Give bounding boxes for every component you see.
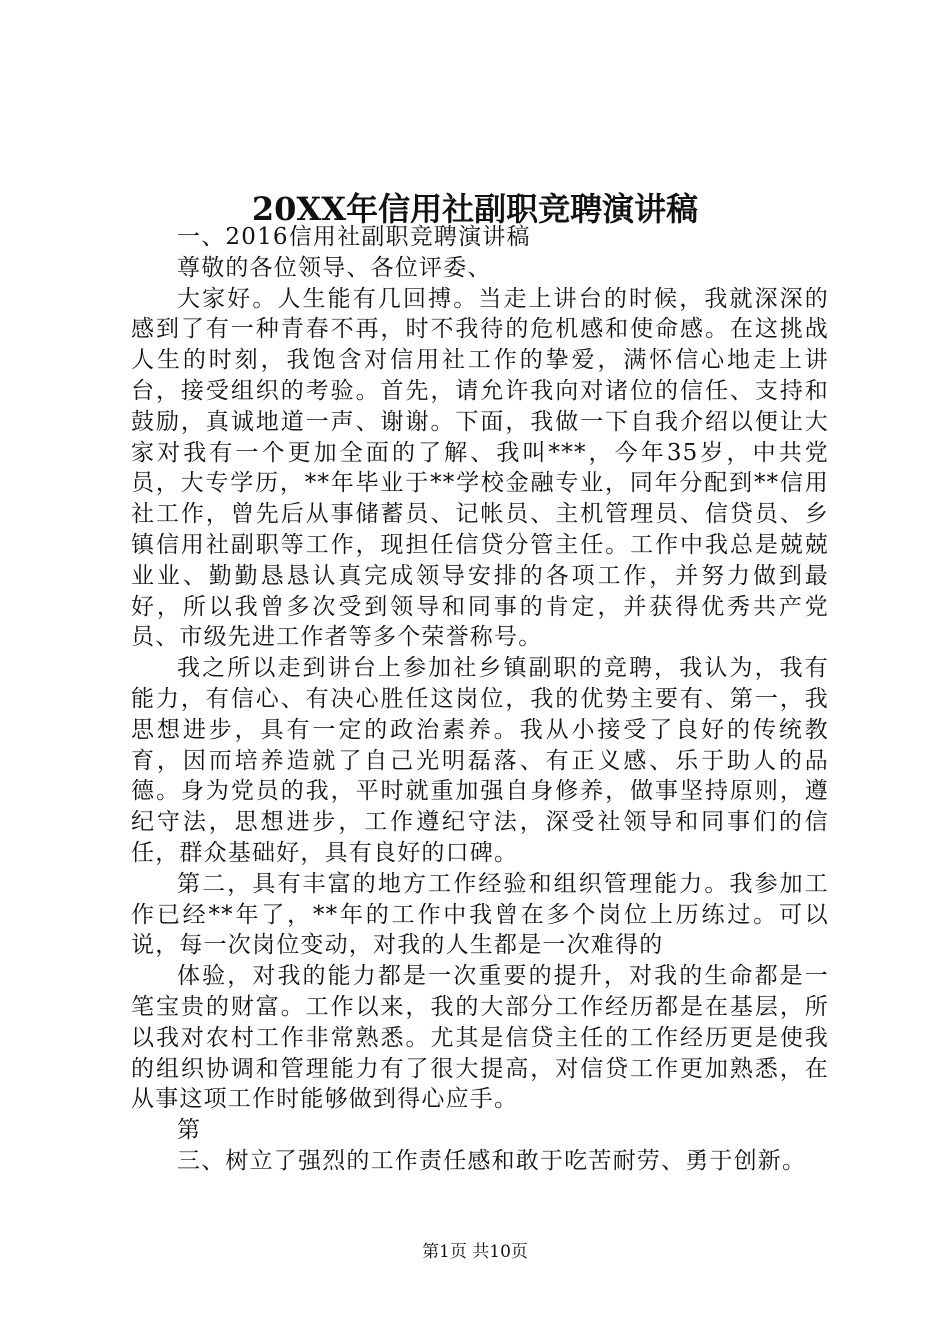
paragraph-third-prefix: 第 bbox=[177, 1117, 202, 1144]
paragraph-third-advantage: 三、树立了强烈的工作责任感和敢于吃苦耐劳、勇于创新。 bbox=[177, 1147, 807, 1174]
page-footer: 第1页 共10页 bbox=[422, 1242, 528, 1262]
paragraph-section-heading: 一、2016信用社副职竞聘演讲稿 bbox=[177, 224, 531, 250]
paragraph-first-advantage: 我之所以走到讲台上参加社乡镇副职的竞聘，我认为，我有能力，有信心、有决心胜任这岗位，我的优势主要有、第一，我思想进步，具有一定的政治素养。我从小接受了良好的传统教育，因而培养造就了自己光明磊落、有正义感、乐于助人的品德。身为党员的我，平时就重加强自身修养，做事坚持原则，遵纪守法，思想进步，工作遵纪守法，深受社领导和同事们的信任，群众基础好，具有良好的口碑。 bbox=[131, 655, 829, 866]
document-title: 20XX年信用社副职竞聘演讲稿 bbox=[251, 190, 699, 228]
paragraph-second-advantage: 第二，具有丰富的地方工作经验和组织管理能力。我参加工作已经**年了，**年的工作中我曾在多个岗位上历练过。可以说，每一次岗位变动，对我的人生都是一次难得的 bbox=[131, 870, 829, 959]
paragraph-experience: 体验，对我的能力都是一次重要的提升，对我的生命都是一笔宝贵的财富。工作以来，我的大部分工作经历都是在基层，所以我对农村工作非常熟悉。尤其是信贷主任的工作经历更是使我的组织协调和管理能力有了很大提高，对信贷工作更加熟悉，在从事这项工作时能够做到得心应手。 bbox=[131, 963, 829, 1113]
paragraph-introduction: 大家好。人生能有几回搏。当走上讲台的时候，我就深深的感到了有一种青春不再，时不我待的危机感和使命感。在这挑战人生的时刻，我饱含对信用社工作的挚爱，满怀信心地走上讲台，接受组织的考验。首先，请允许我向对诸位的信任、支持和鼓励，真诚地道一声、谢谢。下面，我做一下自我介绍以便让大家对我有一个更加全面的了解、我叫***，今年35岁，中共党员，大专学历，**年毕业于**学校金融专业，同年分配到**信用社工作，曾先后从事储蓄员、记帐员、主机管理员、信贷员、乡镇信用社副职等工作，现担任信贷分管主任。工作中我总是兢兢业业、勤勤恳恳认真完成领导安排的各项工作，并努力做到最好，所以我曾多次受到领导和同事的肯定，并获得优秀共产党员、市级先进工作者等多个荣誉称号。 bbox=[131, 285, 829, 651]
paragraph-salutation: 尊敬的各位领导、各位评委、 bbox=[177, 254, 492, 281]
document-body bbox=[131, 222, 829, 1177]
